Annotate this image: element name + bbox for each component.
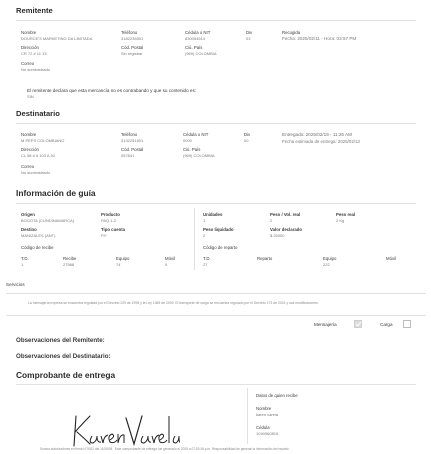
valor-declarado-label: Valor declarado <box>270 227 303 232</box>
td-label: T.D. <box>21 256 29 261</box>
recibe-label: Recibe <box>63 256 77 261</box>
td-value: 1 <box>21 262 24 267</box>
remitente-div-label: Div <box>246 30 253 35</box>
movil2-label: Móvil <box>386 256 397 261</box>
codigo-reparto-label: Código de reparto <box>203 245 238 250</box>
divider <box>16 384 416 385</box>
remitente-correo-label: Correo <box>21 61 35 66</box>
unidades-value: 1 <box>203 218 206 223</box>
divider <box>6 293 426 294</box>
valor-declarado-value: $ 25000 <box>270 233 285 238</box>
datos-recibe-label: Datos de quien recibe <box>256 393 298 398</box>
remitente-nombre: DOURCE'S MARKETING DA LIMITADA <box>21 36 93 41</box>
obs-destinatario-label: Observaciones del Destinatario: <box>16 353 111 360</box>
equipo2-label: Equipo <box>323 256 337 261</box>
destinatario-nombre-label: Nombre <box>21 132 37 137</box>
destino-value: MANIZALES (ANT) <box>21 233 56 238</box>
peso-real-label: Peso real <box>336 212 356 217</box>
peso-label: Peso / Vol. real <box>270 212 301 217</box>
obs-remitente-label: Observaciones del Remitente: <box>16 337 105 344</box>
column-divider <box>194 208 195 270</box>
recibe-value: 27988 <box>63 262 75 267</box>
destinatario-correo: No suministrado <box>21 170 50 175</box>
recogida-value: Fecha: 2025/02/11 - Hora: 03:57 PM <box>282 36 357 41</box>
remitente-telefono: 3182235501 <box>121 36 144 41</box>
reparto-label: Reparto <box>257 256 273 261</box>
td2-label: T.D. <box>203 256 211 261</box>
remitente-div: 03 <box>246 36 251 41</box>
origen-label: Origen <box>21 212 35 217</box>
tipo-cuenta-label: Tipo cuenta <box>101 227 126 232</box>
mensajeria-checkbox[interactable] <box>354 320 362 328</box>
tipo-cuenta-value: P.F. <box>101 233 108 238</box>
remitente-contenido: SIN <box>27 94 34 99</box>
destinatario-direccion-label: Dirección <box>21 147 39 152</box>
producto-label: Producto <box>101 212 120 217</box>
peso-real-value: 2 Kg <box>336 218 345 223</box>
servicios-label: Servicios <box>6 282 25 287</box>
remitente-title: Remitente <box>16 6 53 15</box>
remitente-direccion: CR 72 # 11 13 <box>21 51 47 56</box>
equipo-value: 74 <box>116 262 121 267</box>
codigo-recibe-label: Código de recibe <box>21 245 54 250</box>
destinatario-nombre: M PEPS COLOMBIANO <box>21 138 65 143</box>
column-divider <box>247 388 248 444</box>
remitente-ciu-pais: (969) COLOMBIA <box>185 51 217 56</box>
peso-liquidado-value: 2 <box>203 233 206 238</box>
destinatario-telefono-label: Teléfono <box>121 132 138 137</box>
destinatario-div-label: Div <box>244 132 251 137</box>
recibe-nombre: karen varela <box>256 412 279 417</box>
destinatario-cedula: 0000 <box>183 138 192 143</box>
destinatario-ciu-pais-label: Ciú. País <box>183 147 201 152</box>
divider <box>16 123 416 124</box>
peso-liquidado-label: Peso liquidado <box>203 227 234 232</box>
signature-image <box>70 410 180 450</box>
remitente-cod-postal: Sin registrar <box>121 51 143 56</box>
remitente-ciu-pais-label: Ciú. País <box>185 45 203 50</box>
td2-value: 27 <box>203 262 208 267</box>
movil-label: Móvil <box>165 256 176 261</box>
movil-value: 0 <box>165 262 168 267</box>
divider <box>16 203 416 204</box>
origen-value: BOGOTA (CUNDINAMARCA) <box>21 218 75 223</box>
destinatario-ciu-pais: (969) COLOMBIA <box>183 153 215 158</box>
unidades-label: Unidades <box>203 212 223 217</box>
destino-label: Destino <box>21 227 37 232</box>
fecha-estimada: Fecha estimada de entrega: 2025/02/13 <box>282 139 360 144</box>
guia-title: Información de guía <box>16 188 96 198</box>
carga-label: Carga <box>380 322 393 327</box>
destinatario-div: 00 <box>244 138 249 143</box>
remitente-cod-postal-label: Cód. Postal <box>121 45 144 50</box>
remitente-correo: No suministrado <box>21 67 50 72</box>
destinatario-direccion: CL 58 # 6 103 A 30 <box>21 153 55 158</box>
destinatario-cedula-label: Cédula o NIT <box>183 132 209 137</box>
destinatario-cod-postal-label: Cód. Postal <box>121 147 144 152</box>
carga-checkbox[interactable] <box>403 320 411 328</box>
comprobante-title: Comprobante de entrega <box>16 370 116 380</box>
remitente-direccion-label: Dirección <box>21 45 39 50</box>
remitente-cedula-label: Cédula o NIT <box>185 30 211 35</box>
footer-text: Somos autorizadores en firma N°0022 del 11/08/08 . Este comprobante de entrega fue generado el 2025 a 07:03:36 p.m. Responsabilidad de generar la información del reparto. <box>40 447 290 451</box>
destinatario-cod-postal: 057841 <box>121 153 135 158</box>
recibe-cedula: 1040960815 <box>256 431 279 436</box>
mensajeria-label: Mensajería <box>314 322 337 327</box>
legal-text: La mensajería expresa se encuentra regulada por el Decreto 229 de 1995 y la Ley 1369 de 2009. El transporte de carga se encuentra regulado por el Decreto 173 de 2001 y sus modificaciones. <box>28 301 319 305</box>
recibe-nombre-label: Nombre <box>256 406 272 411</box>
recibe-cedula-label: Cédula <box>256 425 270 430</box>
remitente-cedula: 830054514 <box>185 36 206 41</box>
remitente-telefono-label: Teléfono <box>121 30 138 35</box>
remitente-declaracion: El remitente declara que esta mercancía no es contrabando y que su contenido es: <box>27 88 197 93</box>
destinatario-correo-label: Correo <box>21 164 35 169</box>
destinatario-telefono: 3132251501 <box>121 138 144 143</box>
remitente-nombre-label: Nombre <box>21 30 37 35</box>
equipo-label: Equipo <box>116 256 130 261</box>
divider <box>6 315 426 316</box>
destinatario-title: Destinatario <box>16 109 60 118</box>
entregado-label: Entregado: 2025/02/19 - 11:26 AM <box>282 132 352 137</box>
producto-value: PAQ 1-2 <box>101 218 117 223</box>
peso-value: 2 <box>270 218 273 223</box>
recogida-label: Recogida <box>282 30 301 35</box>
equipo2-value: 222 <box>323 262 330 267</box>
divider <box>16 20 416 21</box>
